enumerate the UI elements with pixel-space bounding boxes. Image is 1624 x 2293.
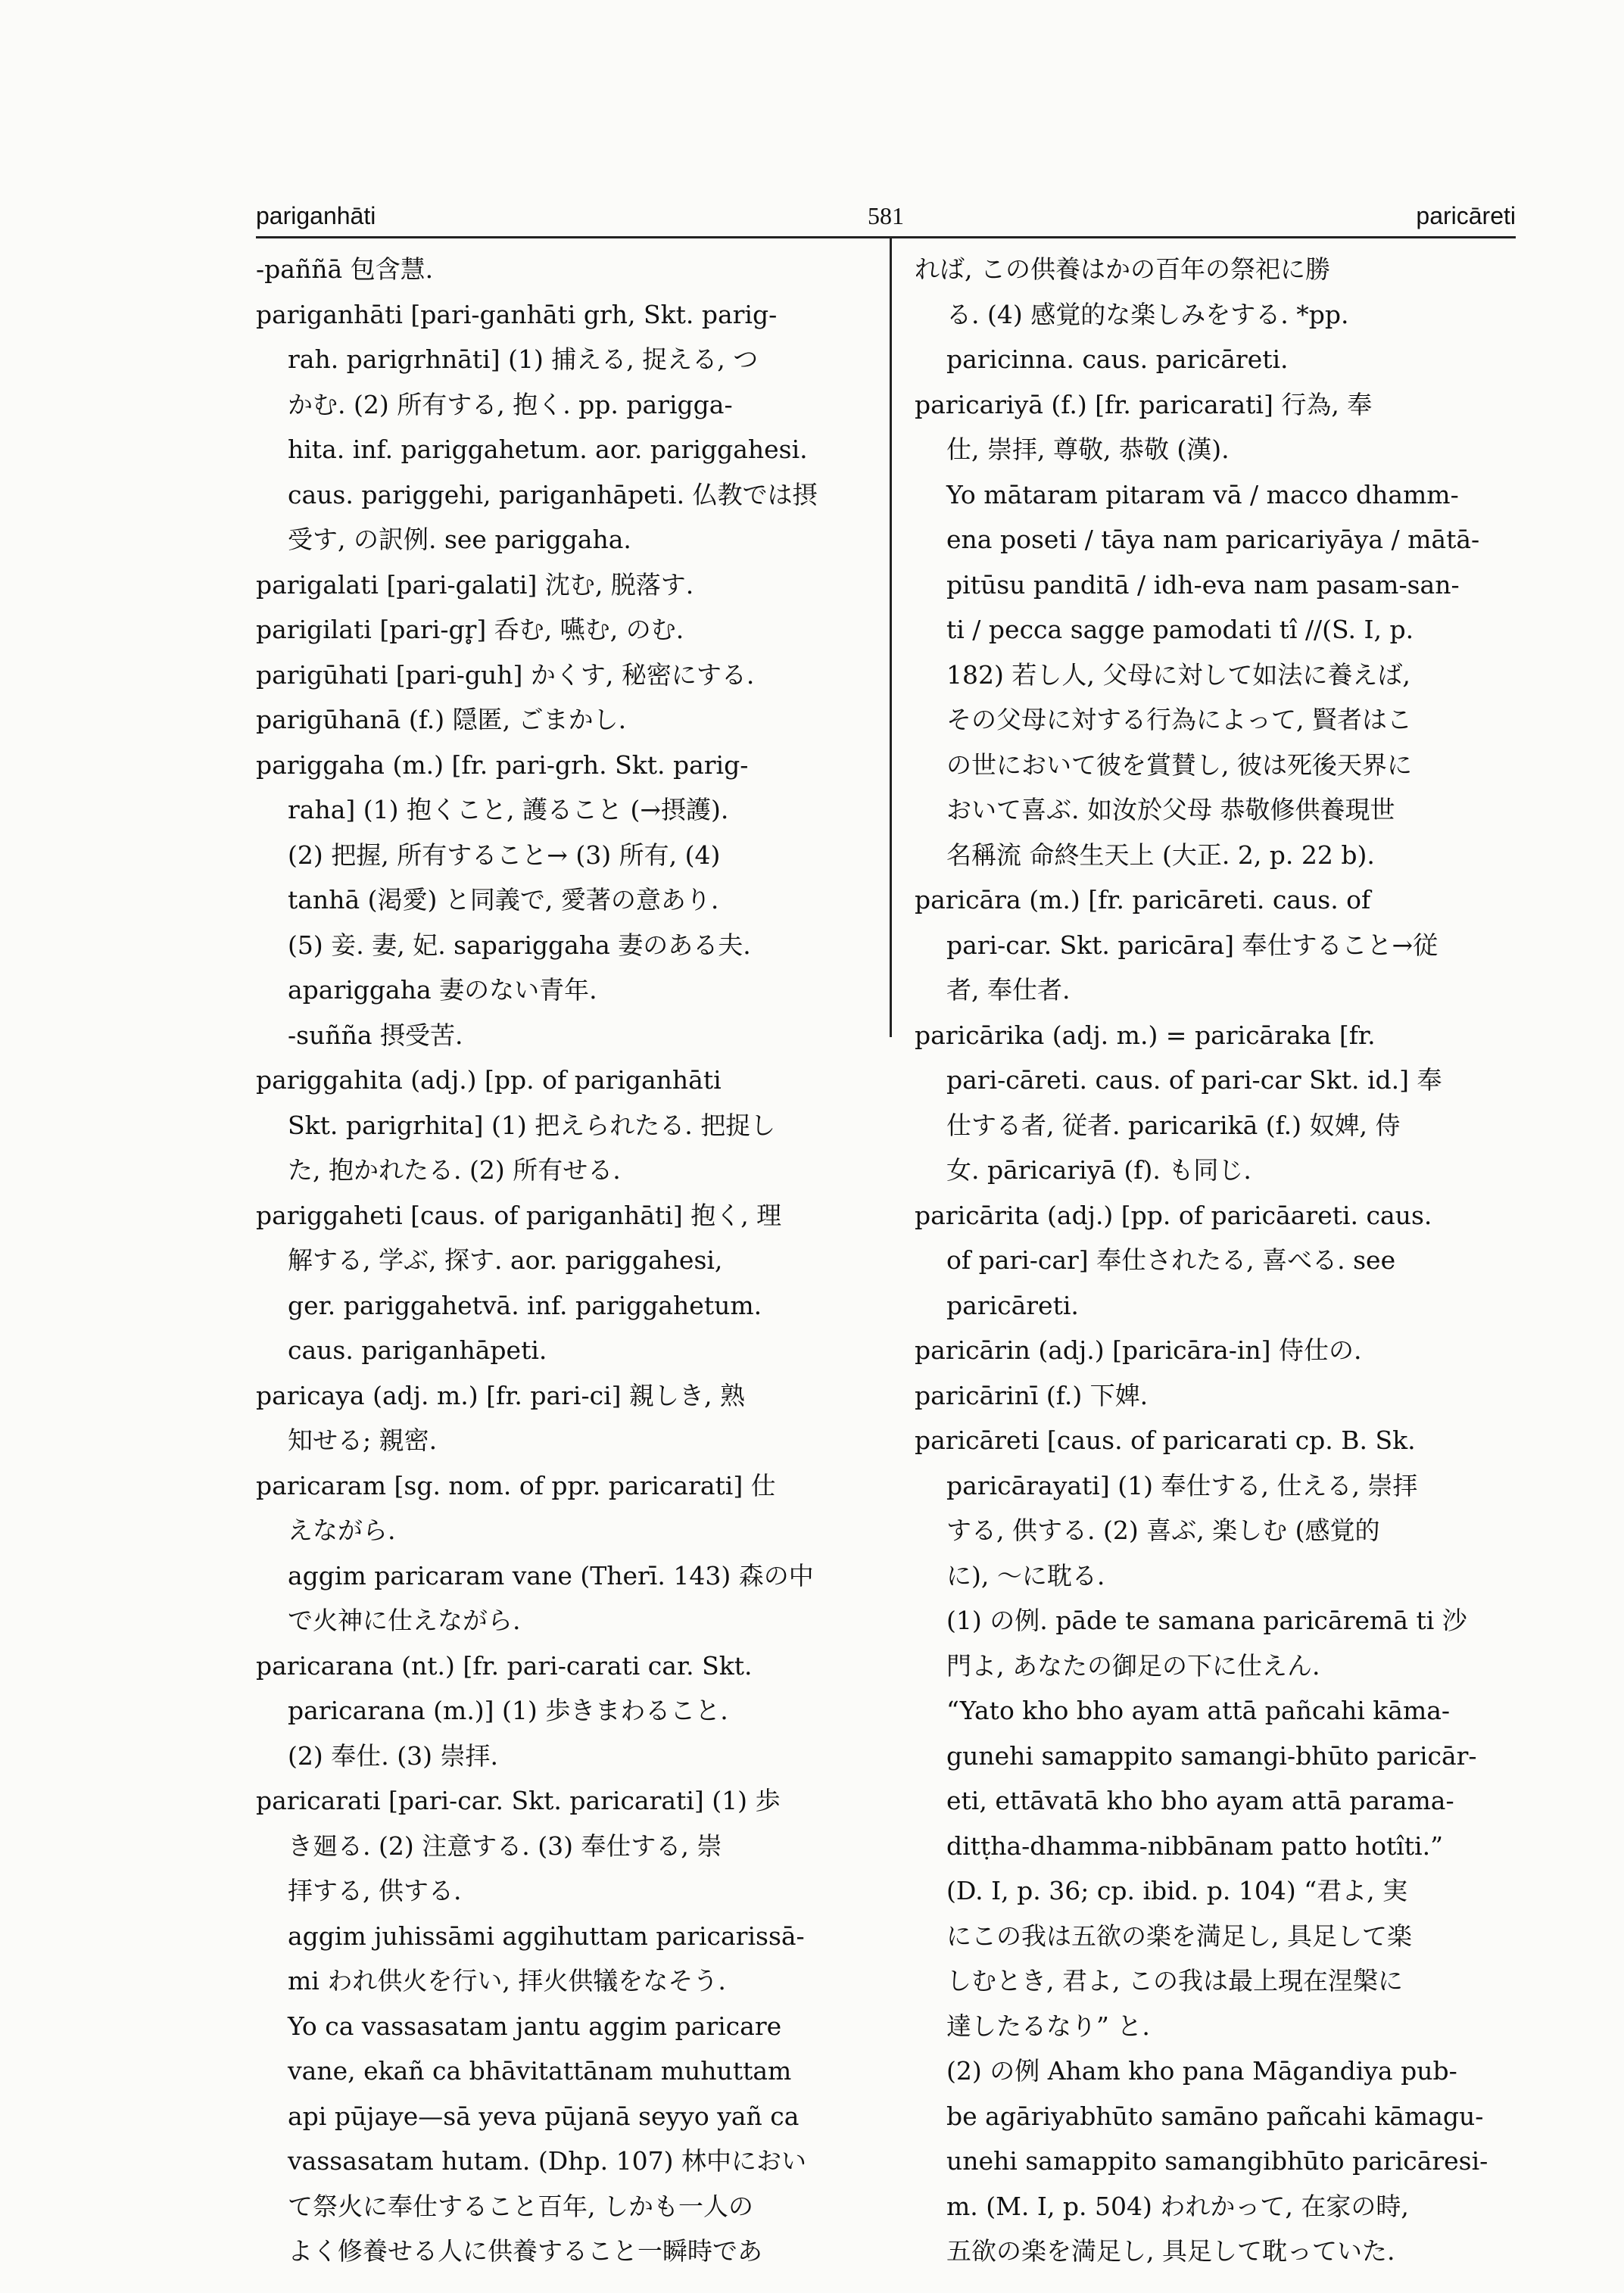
dictionary-entry	[915, 1193, 1516, 1329]
entry-line: be agāriyabhūto samāno pañcahi kāmagu-	[946, 2101, 1484, 2131]
entry-line: 女. pāricariyā (f). も同じ.	[946, 1155, 1252, 1185]
dictionary-entry	[915, 1418, 1516, 2274]
entry-line: にこの我は五欲の楽を満足し, 具足して楽	[946, 1921, 1412, 1951]
dictionary-entry	[256, 562, 877, 608]
entry-line: eti, ettāvatā kho bho ayam attā parama-	[946, 1786, 1454, 1815]
entry-line: m. (M. I, p. 504) われかって, 在家の時,	[946, 2191, 1409, 2221]
entry-line: -paññā 包含慧.	[256, 254, 434, 284]
entry-line: おいて喜ぶ. 如汝於父母 恭敬修供養現世	[946, 795, 1395, 824]
dictionary-entry	[256, 743, 877, 1058]
entry-line: mi われ供火を行い, 拝火供犠をなそう.	[288, 1966, 726, 1995]
header-left-guideword: pariganhāti	[256, 202, 376, 229]
entry-line: pariggaha (m.) [fr. pari-grh. Skt. parig-	[256, 749, 749, 780]
page-header	[256, 198, 1516, 235]
entry-line: pari-car. Skt. paricāra] 奉仕すること→従	[946, 930, 1439, 960]
entry-line: paricārinī (f.) 下婢.	[915, 1380, 1149, 1410]
entry-line: よく修養せる人に供養すること一瞬時であ	[288, 2236, 762, 2266]
entry-line: paricārika (adj. m.) = paricāraka [fr.	[915, 1020, 1376, 1050]
entry-line: ti / pecca sagge pamodati tî //(S. I, p.	[946, 615, 1414, 644]
entry-line: paricāreti.	[946, 1290, 1079, 1320]
entry-line: parigalati [pari-galati] 沈む, 脱落す.	[256, 569, 694, 600]
entry-line: paricariyā (f.) [fr. paricarati] 行為, 奉	[915, 389, 1373, 419]
entry-line: その父母に対する行為によって, 賢者はこ	[946, 705, 1412, 734]
right-column	[915, 247, 1516, 2274]
entry-line: paricarana (m.)] (1) 歩きまわること.	[288, 1696, 728, 1725]
dictionary-entry	[256, 607, 877, 653]
entry-line: -suñña 摂受苦.	[288, 1020, 463, 1050]
entry-line: る. (4) 感覚的な楽しみをする. *pp.	[946, 299, 1349, 329]
entry-line: する, 供する. (2) 喜ぶ, 楽しむ (感覚的	[946, 1516, 1380, 1545]
entry-line: 受す, の訳例. see pariggaha.	[288, 525, 631, 554]
entry-line: Skt. parigrhita] (1) 把えられたる. 把捉し	[288, 1110, 776, 1140]
entry-line: て祭火に奉仕すること百年, しかも一人の	[288, 2191, 753, 2221]
entry-line: 者, 奉仕者.	[946, 975, 1071, 1005]
entry-line: (2) の例 Aham kho pana Māgandiya pub-	[946, 2056, 1457, 2086]
entry-line: 知せる; 親密.	[288, 1425, 438, 1455]
entry-line: 仕, 崇拝, 尊敬, 恭敬 (漢).	[946, 435, 1230, 464]
entry-line: 解する, 学ぶ, 探す. aor. pariggahesi,	[288, 1245, 723, 1275]
dictionary-entry	[256, 1373, 877, 1463]
entry-line: paricāra (m.) [fr. paricāreti. caus. of	[915, 885, 1371, 914]
entry-line: 門よ, あなたの御足の下に仕えん.	[946, 1650, 1320, 1681]
dictionary-entry	[915, 1013, 1516, 1193]
entry-line: 名稱流 命終生天上 (大正. 2, p. 22 b).	[946, 840, 1375, 870]
entry-line: き廻る. (2) 注意する. (3) 奉仕する, 崇	[288, 1830, 722, 1861]
entry-line: (1) の例. pāde te samana paricāremā ti 沙	[946, 1606, 1467, 1635]
entry-line: pariganhāti [pari-ganhāti grh, Skt. parig-	[256, 299, 778, 329]
entry-line: paricārin (adj.) [paricāra-in] 侍仕の.	[915, 1335, 1362, 1365]
entry-line: 拝する, 供する.	[288, 1876, 462, 1905]
entry-line: 五欲の楽を満足し, 具足して耽っていた.	[946, 2236, 1395, 2266]
entry-line: pitūsu panditā / idh-eva nam pasam-san-	[946, 569, 1460, 600]
entry-line: れば, この供養はかの百年の祭祀に勝	[915, 254, 1330, 284]
entry-line: に), 〜に耽る.	[946, 1560, 1105, 1590]
dictionary-entry	[915, 1373, 1516, 1419]
entry-line: (5) 妾. 妻, 妃. sapariggaha 妻のある夫.	[288, 930, 751, 960]
entry-line: で火神に仕えながら.	[288, 1606, 521, 1635]
dictionary-entry	[256, 1058, 877, 1193]
left-column	[256, 247, 877, 2274]
dictionary-entry	[915, 877, 1516, 1013]
entry-line: paricārayati] (1) 奉仕する, 仕える, 崇拝	[946, 1470, 1418, 1500]
entry-line: paricāreti [caus. of paricarati cp. B. Sk.	[915, 1425, 1416, 1455]
entry-line: parigilati [pari-gr̥] 呑む, 嚥む, のむ.	[256, 615, 684, 644]
entry-line: paricaram [sg. nom. of ppr. paricarati] 仕	[256, 1470, 776, 1500]
entry-line: えながら.	[288, 1516, 396, 1545]
entry-line: の世において彼を賞賛し, 彼は死後天界に	[946, 749, 1412, 780]
entry-line: api pūjaye—sā yeva pūjanā seyyo yañ ca	[288, 2101, 800, 2131]
entry-line: caus. pariganhāpeti.	[288, 1335, 547, 1365]
entry-line: Yo mātaram pitaram vā / macco dhamm-	[946, 479, 1459, 509]
page-number: 581	[868, 202, 904, 229]
entry-line: かむ. (2) 所有する, 抱く. pp. parigga-	[288, 389, 733, 419]
entry-line: vassasatam hutam. (Dhp. 107) 林中におい	[288, 2146, 806, 2176]
entry-line: apariggaha 妻のない青年.	[288, 975, 597, 1005]
dictionary-entry	[256, 1463, 877, 1643]
column-divider	[890, 238, 892, 1037]
entry-line: paricaya (adj. m.) [fr. pari-ci] 親しき, 熟	[256, 1380, 745, 1410]
entry-line: paricarana (nt.) [fr. pari-carati car. Skt.	[256, 1650, 753, 1681]
dictionary-entry	[256, 1643, 877, 1779]
entry-line: ditṭha-dhamma-nibbānam patto hotîti.”	[946, 1830, 1443, 1861]
dictionary-entry	[256, 292, 877, 562]
dictionary-entry	[915, 1328, 1516, 1373]
entry-line: unehi samappito samangibhūto paricāresi-	[946, 2146, 1488, 2176]
entry-line: parigūhanā (f.) 隠匿, ごまかし.	[256, 705, 627, 734]
dictionary-entry	[915, 382, 1516, 878]
entry-line: (D. I, p. 36; cp. ibid. p. 104) “君よ, 実	[946, 1876, 1408, 1905]
entry-line: caus. pariggehi, pariganhāpeti. 仏教では摂	[288, 479, 818, 509]
dictionary-entry	[256, 697, 877, 743]
entry-line: pariggahita (adj.) [pp. of pariganhāti	[256, 1065, 722, 1095]
entry-line: 182) 若し人, 父母に対して如法に養えば,	[946, 659, 1410, 690]
entry-line: ger. pariggahetvā. inf. pariggahetum.	[288, 1290, 762, 1320]
entry-line: aggim paricaram vane (Therī. 143) 森の中	[288, 1560, 814, 1590]
entry-line: aggim juhissāmi aggihuttam paricarissā-	[288, 1921, 805, 1951]
dictionary-entry	[256, 1778, 877, 2274]
entry-line: た, 抱かれたる. (2) 所有せる.	[288, 1155, 621, 1185]
entry-line: paricārita (adj.) [pp. of paricāareti. caus.	[915, 1200, 1432, 1230]
entry-line: parigūhati [pari-guh] かくす, 秘密にする.	[256, 659, 755, 690]
entry-line: (2) 奉仕. (3) 崇拝.	[288, 1740, 498, 1771]
entry-line: しむとき, 君よ, この我は最上現在涅槃に	[946, 1966, 1403, 1995]
header-right-guideword: paricāreti	[1416, 202, 1516, 229]
entry-line: vane, ekañ ca bhāvitattānam muhuttam	[288, 2056, 792, 2086]
entry-line: tanhā (渇愛) と同義で, 愛著の意あり.	[288, 885, 719, 914]
dictionary-entry	[256, 1193, 877, 1373]
entry-line: raha] (1) 抱くこと, 護ること (→摂護).	[288, 795, 729, 824]
entry-line: paricinna. caus. paricāreti.	[946, 344, 1289, 374]
entry-line: hita. inf. pariggahetum. aor. pariggahesi.	[288, 435, 808, 464]
entry-line: “Yato kho bho ayam attā pañcahi kāma-	[946, 1696, 1451, 1725]
dictionary-entry	[256, 247, 877, 292]
entry-line: (2) 把握, 所有すること→ (3) 所有, (4)	[288, 840, 721, 870]
entry-line: gunehi samappito samangi-bhūto paricār-	[946, 1740, 1477, 1771]
entry-line: 達したるなり” と.	[946, 2011, 1150, 2041]
entry-line: ena poseti / tāya nam paricariyāya / mātā-	[946, 525, 1480, 554]
entry-line: rah. parigrhnāti] (1) 捕える, 捉える, つ	[288, 344, 759, 374]
entry-line: paricarati [pari-car. Skt. paricarati] (1) 歩	[256, 1786, 781, 1815]
entry-line: of pari-car] 奉仕されたる, 喜べる. see	[946, 1245, 1396, 1275]
dictionary-entry	[915, 247, 1516, 382]
entry-line: pari-cāreti. caus. of pari-car Skt. id.] 奉	[946, 1065, 1442, 1095]
header-rule	[256, 236, 1516, 238]
entry-line: 仕する者, 従者. paricarikā (f.) 奴婢, 侍	[946, 1110, 1401, 1140]
entry-line: Yo ca vassasatam jantu aggim paricare	[288, 2011, 782, 2041]
dictionary-entry	[256, 653, 877, 698]
entry-line: pariggaheti [caus. of pariganhāti] 抱く, 理	[256, 1200, 782, 1230]
